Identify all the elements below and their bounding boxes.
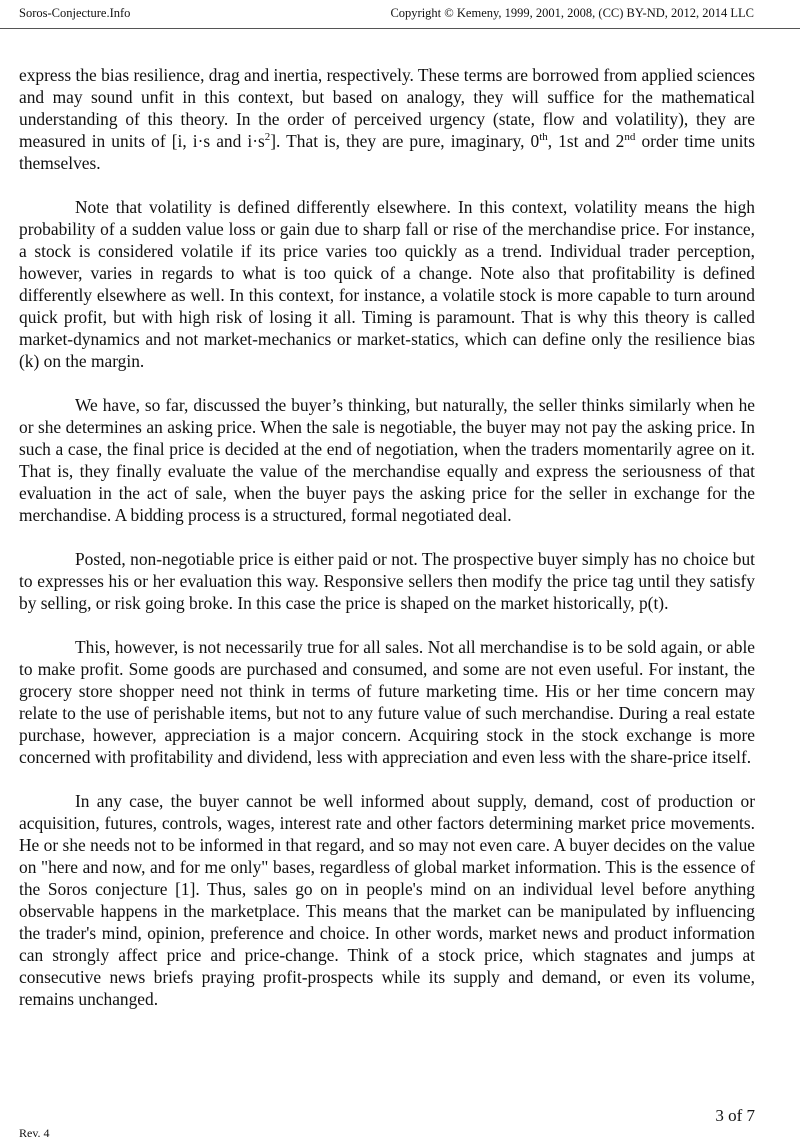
paragraph-seller: We have, so far, discussed the buyer’s thinking, but naturally, the seller thinks similarly when he or she determines an asking price. When the sale is negotiable, the buyer may not pay the asking price. In such a case, the final price is decided at the end of negotiation, when the traders momentarily agree on it. That is, they finally evaluate the value of the merchandise equally and express the seriousness of that evaluation in the act of sale, when the buyer pays the asking price for the seller in exchange for the merchandise. A bidding process is a structured, formal negotiated deal. xyxy=(19,395,755,525)
paragraph-any-case: In any case, the buyer cannot be well informed about supply, demand, cost of production or acquisition, futures, controls, wages, interest rate and other factors determining market price movements. He or she needs not to be informed in that regard, and so may not even care. A buyer decides on the value on "here and now, and for me only" bases, regardless of global market information. This is the essence of the Soros conjecture [1]. Thus, sales go on in people's mind on an individual level before anything observable happens in the marketplace. This means that the market can be manipulated by influencing the trader's mind, opinion, preference and choice. In other words, market news and product information can strongly affect price and price-change. Think of a stock price, which stagnates and jumps at consecutive news briefs praying profit-prospects while its supply and demand, or even its volume, remains unchanged. xyxy=(19,791,755,1009)
header-copyright: Copyright © Kemeny, 1999, 2001, 2008, (CC) BY-ND, 2012, 2014 LLC xyxy=(390,6,754,20)
document-body xyxy=(19,64,755,1032)
page-header xyxy=(19,6,754,22)
paragraph-posted-price: Posted, non-negotiable price is either paid or not. The prospective buyer simply has no choice but to expresses his or her evaluation this way. Responsive sellers then modify the price tag until they satisfy by selling, or risk going broke. In this case the price is shaped on the market historically, p(t). xyxy=(19,549,755,613)
paragraph-not-all-sales: This, however, is not necessarily true for all sales. Not all merchandise is to be sold again, or able to make profit. Some goods are purchased and consumed, and some are not even useful. For instant, the grocery store shopper need not think in terms of future marketing time. His or her time concern may relate to the use of perishable items, but not to any future value of such merchandise. During a real estate purchase, however, appreciation is a major concern. Acquiring stock in the stock exchange is more concerned with profitability and dividend, less with appreciation and even less with the share-price itself. xyxy=(19,637,755,767)
paragraph-text: order time units themselves. xyxy=(19,131,755,173)
paragraph-volatility: Note that volatility is defined differently elsewhere. In this context, volatility means the high probability of a sudden value loss or gain due to sharp fall or rise of the merchandise price. For instance, a stock is considered volatile if its price varies too quickly as a trend. Individual trader perception, however, varies in regards to what is too quick of a change. Note also that profitability is defined differently elsewhere as well. In this context, for instance, a volatile stock is more capable to turn around quick profit, but with high risk of losing it all. Timing is paramount. That is why this theory is called market-dynamics and not market-mechanics or market-statics, which can define only the resilience bias (k) on the margin. xyxy=(19,197,755,371)
paragraph-text: ]. That is, they are pure, imaginary, 0 xyxy=(270,131,540,151)
paragraph-text: , 1st and 2 xyxy=(547,131,625,151)
superscript: 2 xyxy=(264,131,271,144)
paragraph-text: express the bias resilience, drag and inertia, respectively. These terms are borrowed from applied sciences and may sound unfit in this context, but based on analogy, they will suffice for the mathematical understanding of this theory. In the order of perceived urgency (state, flow and volatility), they are measured in units of [i, i·s and i·s xyxy=(19,65,755,151)
page-number: 3 of 7 xyxy=(715,1106,755,1125)
revision-label: Rev. 4 xyxy=(19,1126,50,1140)
superscript: nd xyxy=(624,131,636,144)
header-site-name: Soros-Conjecture.Info xyxy=(19,6,131,20)
header-rule xyxy=(0,28,800,29)
superscript: th xyxy=(539,131,548,144)
paragraph-continued xyxy=(19,64,755,174)
